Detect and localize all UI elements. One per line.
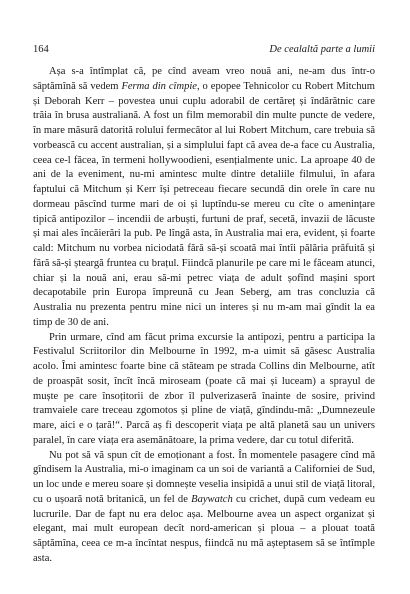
running-header [33,44,375,58]
running-title: De cealaltă parte a lumii [269,44,375,55]
text-run: Nu pot să vă spun cît de emoționant a fost. În momentele pasagere cînd mă gîndisem la Australia, mi-o imaginam ca un soi de variantă a Californiei de Sud, un loc unde e mereu soare și domnește veselia insipidă a unui stil de viață litoral, cu o ușoară notă britanică, un fel de [33,449,375,505]
paragraph [33,65,375,331]
text-run: cu crichet, după cum vedeam eu lucrurile. Dar de fapt nu era deloc așa. Melbourne avea un aspect organizat și elegant, mai mult european decît nord-american și ploua – a plouat toată săptămîna, ceea ce m-a încîntat nespus, fiindcă nu mă așteptasem să se întîmple asta. [33,493,375,564]
show-title-italic: Baywatch [191,493,233,505]
film-title-italic: Ferma din cîmpie [121,80,197,92]
page-number: 164 [33,44,49,55]
text-run: Așa s-a întîmplat că, pe cînd aveam vreo nouă ani, ne-am dus într-o sâptămînă să vedem [33,66,375,92]
paragraph [33,449,375,567]
text-run: , o epopee Tehnicolor cu Robert Mitchum și Deborah Kerr – povestea unui cuplu adorabil de certăreț și îndărătnic care trăia în brusa australiană. A fost un film memorabil din multe puncte de vedere, în mare măsură datorită rolului fermecător al lui Robert Mitchum, care trebuia să vorbească cu accent australian, și a simplului fapt că avea de-a face cu Australia, ceea ce-l făcea, în termeni hollywoodieni, esențialmente unic. La aproape 40 de ani de la eveniment, nu-mi amintesc multe dintre detaliile filmului, în afara faptului că Mitchum și Kerr își petreceau fiecare secundă din orele în care nu dormeau păscînd turme mari de oi și luptîndu-se mereu cu cîte o amenințare tipică antipozilor – incendii de arbuști, furtuni de praf, secetă, invazii de lăcuste și mai ales încăierări la pub. Pe lîngă asta, în Australia mai era, evident, și foarte cald: Mitchum nu vorbea niciodată fără să-și scoată mai întîi pălăria prăfuită și fără să-și șteargă fruntea cu brațul. Fiindcă planurile pe care mi le făceam atunci, chiar și la nouă ani, erau să-mi petrec viața de adult șofînd mașini sport decapotabile prin Europa împreună cu Jean Seberg, am tras concluzia că Australia nu prezenta pentru mine nici un interes și nu m-am mai gîndit la ea timp de 30 de ani. [33,80,375,328]
text-run: Prin urmare, cînd am făcut prima excursie la antipozi, pentru a participa la Festivalul Scriitorilor din Melbourne în 1992, m-a uimit să găsesc Australia acolo. Îmi amintesc foarte bine că stăteam pe strada Collins din Melbourne, atît de proaspăt sosit, încît încă miroseam (poate că mai și luceam) a sprayul de muște pe care însoțitorii de zbor îl pulverizaseră înainte de sosire, privind tramvaiele care treceau zgomotos și pline de viață, gîndindu-mă: „Dumnezeule mare, aici e o țară!“. Parcă aș fi descoperit viața pe altă planetă sau un univers paralel, în care viața era asemănătoare, la prima vedere, dar cu totul diferită. [33,331,375,446]
paragraph [33,331,375,449]
body-text [33,65,375,567]
